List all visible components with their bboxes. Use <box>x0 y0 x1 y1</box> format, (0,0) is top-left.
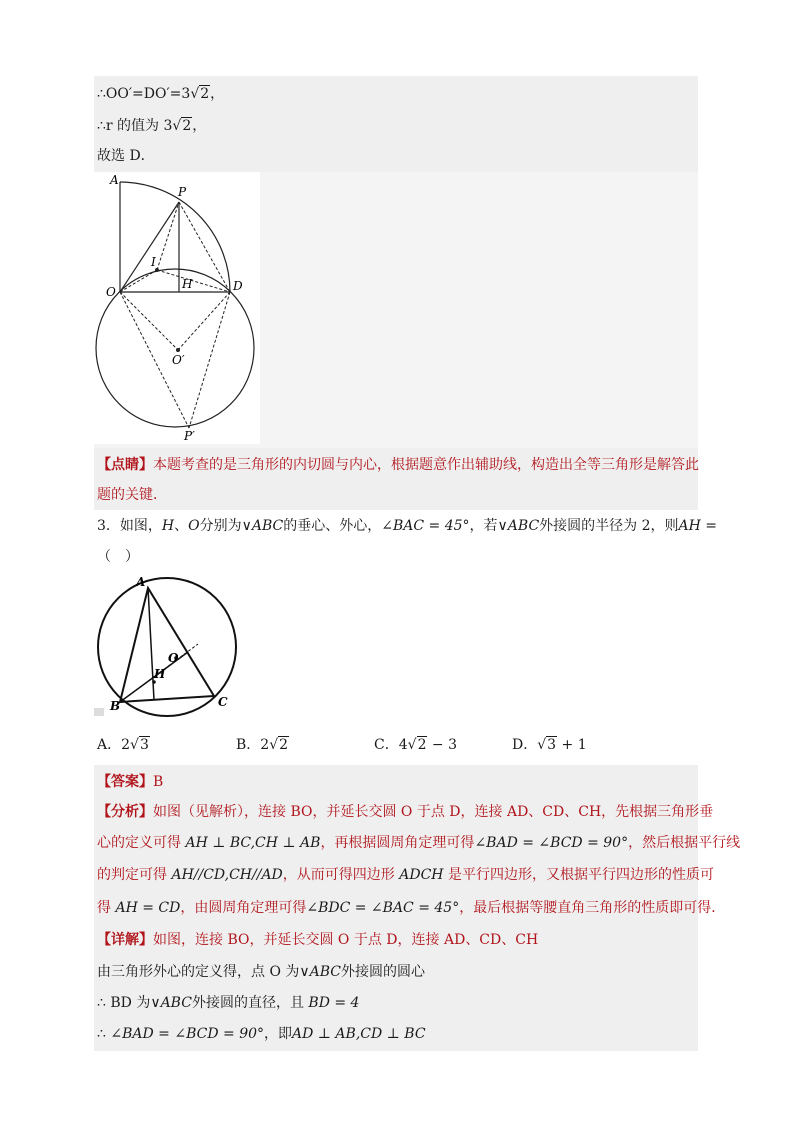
label-h: H <box>182 277 193 291</box>
dianjing-line-2: 题的关键． <box>97 487 167 503</box>
label-a: A <box>136 575 146 589</box>
analysis-line-2: 心的定义可得 AH ⊥ BC,CH ⊥ AB，再根据圆周角定理可得∠BAD = ∠BCD = 90°，然后根据平行线 <box>97 835 741 851</box>
label-h: H <box>154 667 166 681</box>
option-a[interactable]: A．2√3 <box>97 737 149 753</box>
detail-line-1: 【详解】如图，连接 BO，并延长交圆 O 于点 D，连接 AD、CD、CH <box>97 932 539 948</box>
label-o: O <box>168 651 179 665</box>
line-choose-d: 故选 D． <box>97 148 155 164</box>
figure1-circle-diagram <box>94 172 260 444</box>
question-paren: （ ） <box>97 549 139 565</box>
detail-line-4: ∴ ∠BAD = ∠BCD = 90°，即AD ⊥ AB,CD ⊥ BC <box>97 1026 426 1042</box>
analysis-line-4: 得 AH = CD，由圆周角定理可得∠BDC = ∠BAC = 45°，最后根据等腰直角三角形的性质即可得． <box>97 900 726 916</box>
sqrt-sign: √2 <box>269 737 289 753</box>
watermark-mark <box>94 708 104 716</box>
label-o: O <box>106 285 116 299</box>
label-b: B <box>110 699 121 713</box>
label-p-prime: P′ <box>184 429 195 443</box>
analysis-line-3: 的判定可得 AH//CD,CH//AD，从而可得四边形 ADCH 是平行四边形，又根据平行四边形的性质可 <box>97 867 714 883</box>
label-c: C <box>218 695 228 709</box>
option-c[interactable]: C．4√2 − 3 <box>374 737 458 753</box>
figure2-triangle-diagram <box>94 574 242 720</box>
question-line-1: 3．如图，H、O分别为∨ABC的垂心、外心，∠BAC = 45°，若∨ABC外接圆的半径为 2，则AH = <box>97 518 718 534</box>
point-o-prime <box>176 348 180 352</box>
line-oo-do: ∴OO′=DO′=3√2， <box>97 86 225 102</box>
sqrt-sign: √2 <box>190 86 210 102</box>
analysis-line-1: 【分析】如图（见解析），连接 BO，并延长交圆 O 于点 D，连接 AD、CD、CH，先根据三角形垂 <box>97 804 714 820</box>
circumcircle <box>98 578 236 716</box>
sqrt-sign: √3 <box>130 737 149 753</box>
sqrt-sign: √3 <box>537 737 557 753</box>
dianjing-line-1: 【点睛】本题考查的是三角形的内切圆与内心，根据题意作出辅助线，构造出全等三角形是解答此 <box>97 457 699 473</box>
option-d[interactable]: D．√3 + 1 <box>512 737 587 753</box>
triangle-abc <box>120 588 214 702</box>
sqrt-sign: √2 <box>407 737 427 753</box>
detail-line-2: 由三角形外心的定义得，点 O 为∨ABC外接圆的圆心 <box>97 964 426 980</box>
label-i: I <box>151 255 156 269</box>
label-p: P <box>178 185 187 199</box>
sqrt-sign: √2 <box>172 118 192 134</box>
answer-line: 【答案】B <box>97 774 164 790</box>
detail-line-3: ∴ BD 为∨ABC外接圆的直径，且 BD = 4 <box>97 995 360 1011</box>
label-a: A <box>110 173 119 187</box>
label-o-prime: O′ <box>172 353 185 367</box>
option-b[interactable]: B．2√2 <box>236 737 289 753</box>
label-d: D <box>233 279 243 293</box>
line-r-value: ∴r 的值为 3√2， <box>97 118 207 134</box>
